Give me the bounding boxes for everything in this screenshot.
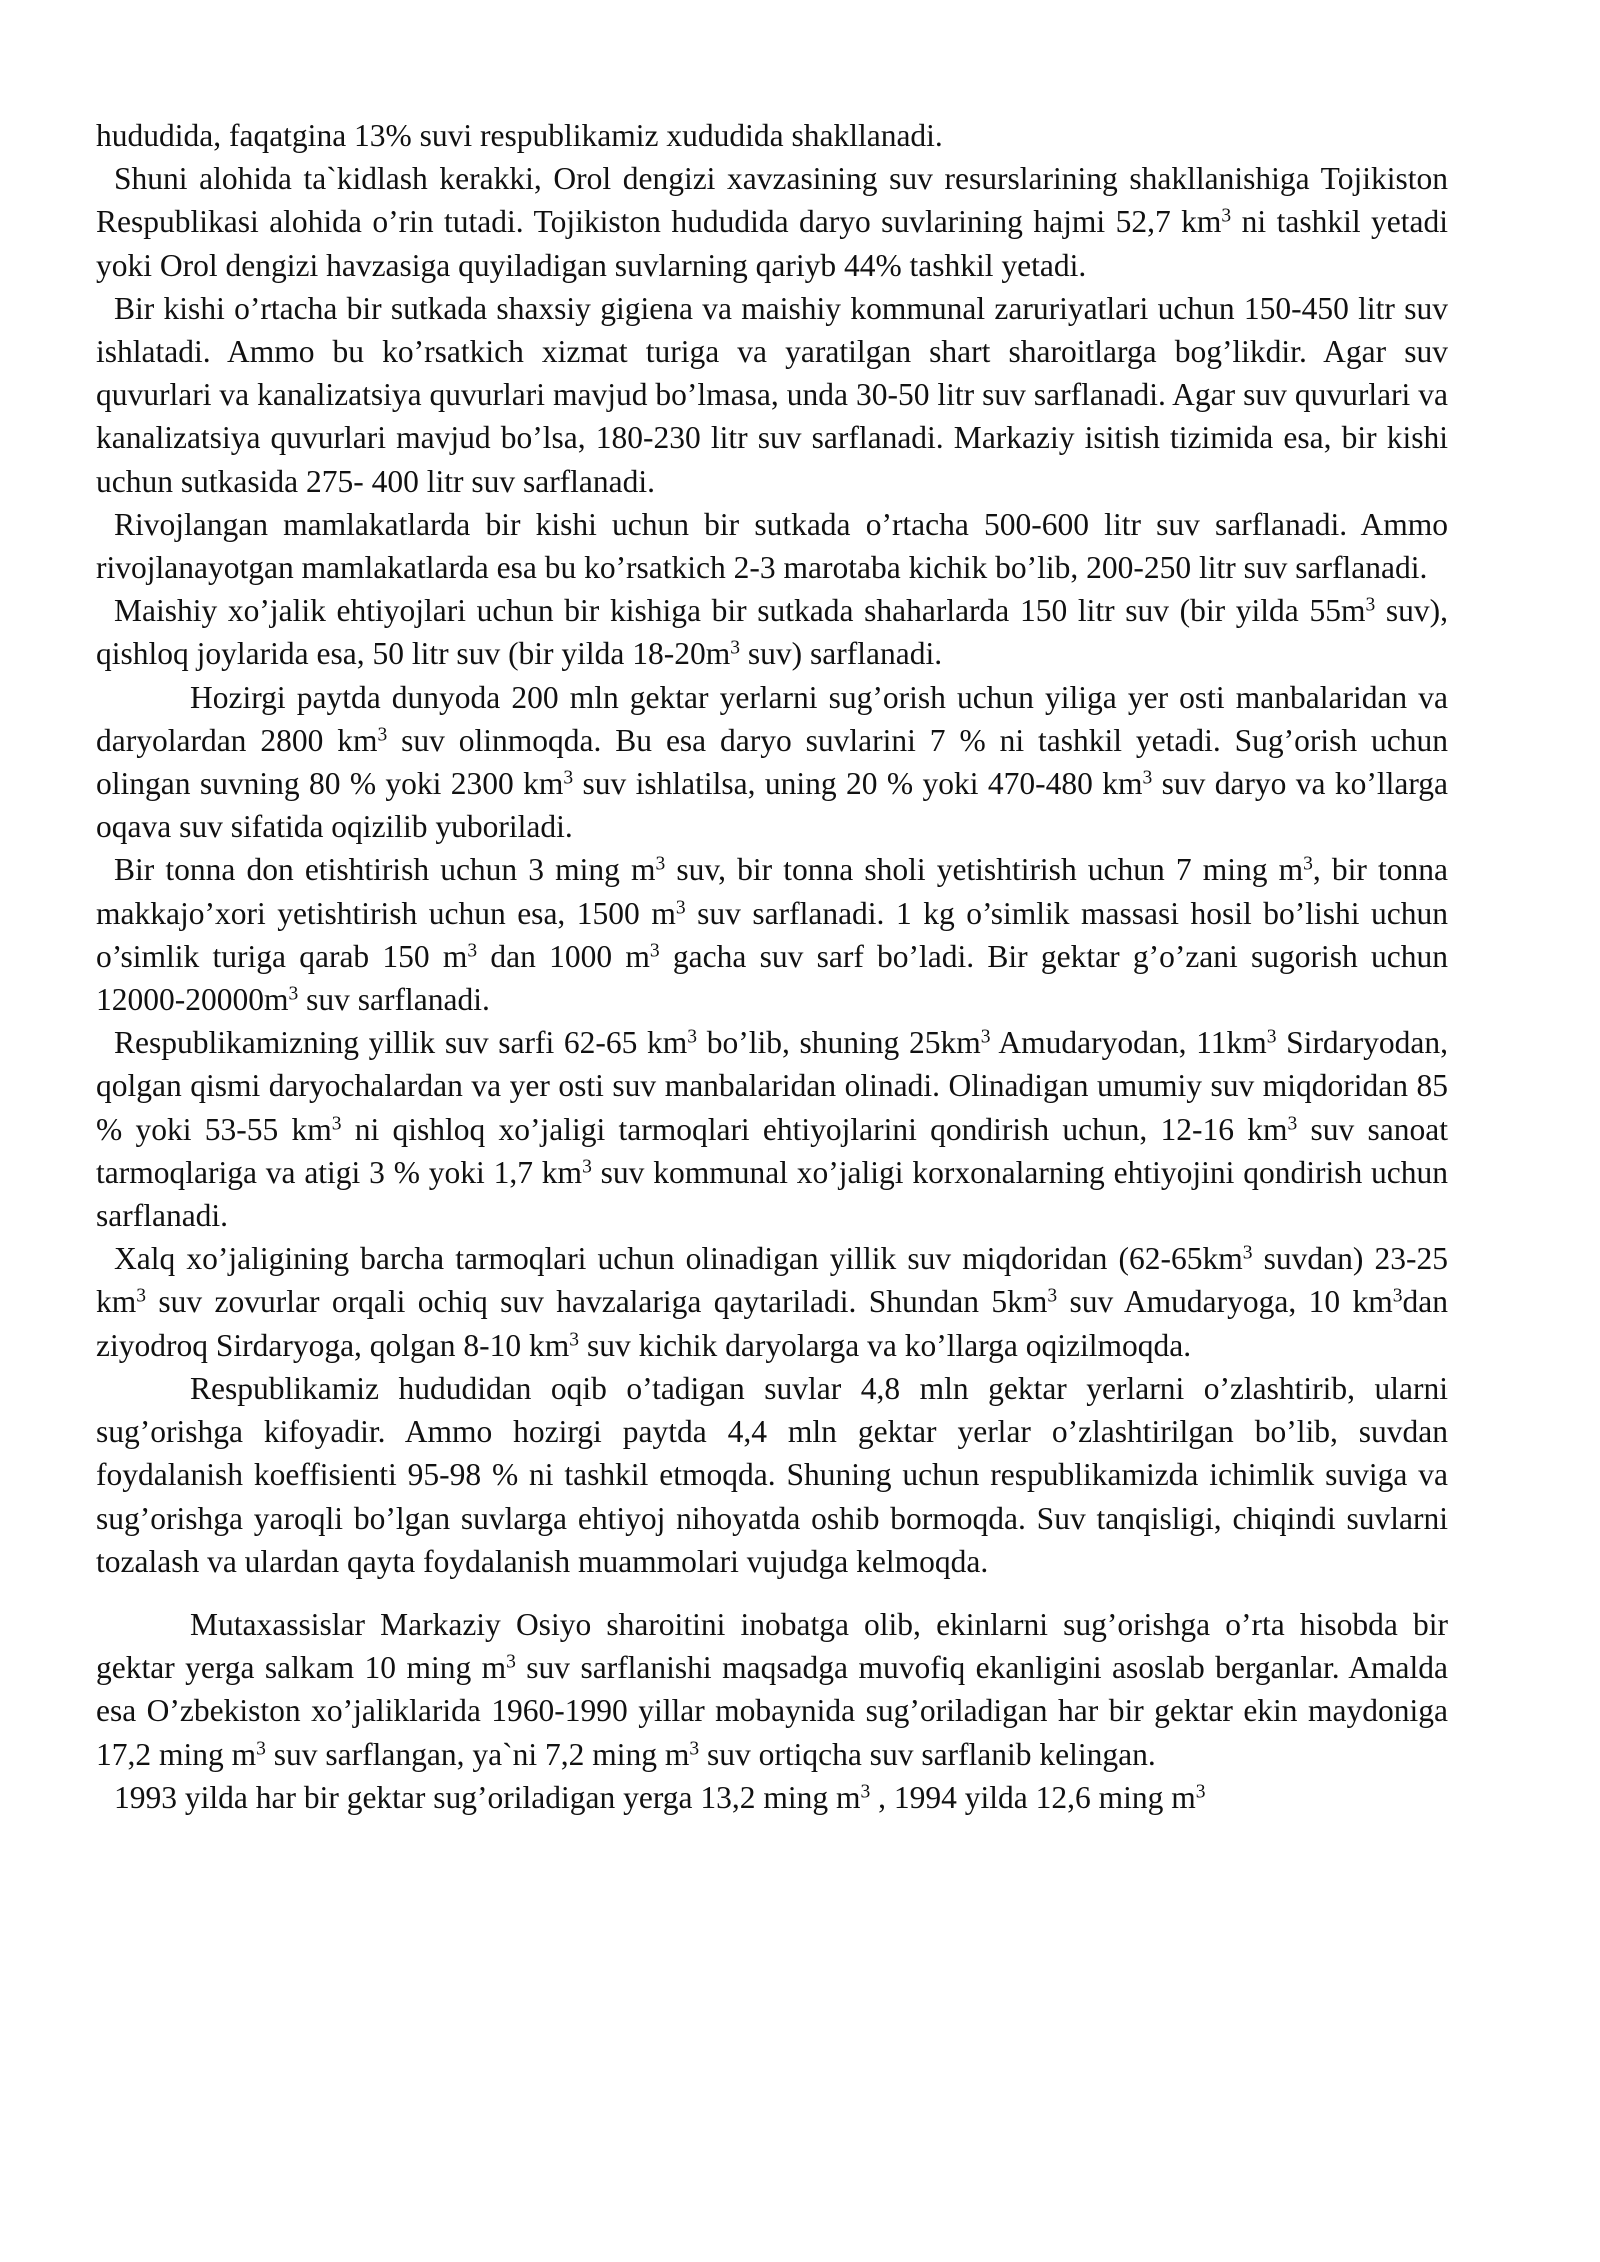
paragraph-8: Respublikamizning yillik suv sarfi 62-65 $km^3$ bo’lib, shuning $25km^3$ Amudaryodan, $11km^3$ Sirdaryodan, qolgan qismi daryochalardan va yer osti suv manbalaridan olinadi. Olinadigan umumiy suv miqdoridan 85 % yoki 53-55 $km^3$ ni qishloq xo’jaligi tarmoqlari ehtiyojlarini qondirish uchun, 12-16 $km^3$ suv sanoat tarmoqlariga va atigi 3 % yoki 1,7 $km^3$ suv kommunal xo’jaligi korxonalarning ehtiyojini qondirish uchun sarflanadi. — [96, 1025, 1449, 1234]
paragraph-5: Maishiy xo’jalik ehtiyojlari uchun bir kishiga bir sutkada shaharlarda 150 litr suv (bir yilda $55m^3$ suv), qishloq joylarida esa, 50 litr suv (bir yilda $18-20m^3$ suv) sarflanadi. — [96, 593, 1448, 672]
paragraph-12: 1993 yilda har bir gektar sug’oriladigan yerga 13,2 ming $m^3$ , 1994 yilda 12,6 ming $m^3$ — [114, 1779, 1206, 1815]
superscript-exponent: 3 — [506, 1651, 516, 1673]
paragraph-1: hududida, faqatgina 13% suvi respublikamiz xududida shakllanadi. — [96, 118, 943, 153]
superscript-exponent: 3 — [331, 1112, 342, 1134]
superscript-exponent: 3 — [649, 940, 660, 962]
paragraph-3: Bir kishi o’rtacha bir sutkada shaxsiy gigiena va maishiy kommunal zaruriyatlari uchun 150-450 litr suv ishlatadi. Ammo bu ko’rsatkich xizmat turiga va yaratilgan shart sharoitlarga bog’likdir. Agar suv quvurlari va kanalizatsiya quvurlari mavjud bo’lmasa, unda 30-50 litr suv sarflanadi. Agar suv quvurlari va kanalizatsiya quvurlari mavjud bo’lsa, 180-230 litr suv sarflanadi. Markaziy isitish tizimida esa, bir kishi uchun sutkasida 275- 400 litr suv sarflanadi. — [96, 290, 1448, 499]
superscript-exponent: 3 — [563, 767, 574, 789]
paragraph-9: Xalq xo’jaligining barcha tarmoqlari uchun olinadigan yillik suv miqdoridan ($62-65km^3$ suvdan) 23-25 $km^3$ suv zovurlar orqali ochiq suv havzalariga qaytariladi. Shundan $5km^3$ suv Amudaryoga, 10 $km^3dan$ ziyodroq Sirdaryoga, qolgan 8-10 $km^3$ suv kichik daryolarga va ko’llarga oqizilmoqda. — [96, 1241, 1448, 1363]
superscript-exponent: 3 — [1392, 1285, 1403, 1307]
superscript-exponent: 3 — [569, 1328, 580, 1350]
document-page — [96, 114, 1448, 1819]
superscript-exponent: 3 — [256, 1737, 266, 1759]
superscript-exponent: 3 — [1195, 1780, 1206, 1802]
superscript-exponent: 3 — [1287, 1112, 1298, 1134]
superscript-exponent: 3 — [467, 940, 478, 962]
superscript-exponent: 3 — [1142, 767, 1153, 789]
paragraph-2: Shuni alohida ta`kidlash kerakki, Orol dengizi xavzasining suv resurslarining shakllanishiga Tojikiston Respublikasi alohida o’rin tutadi. Tojikiston hududida daryo suvlarining hajmi 52,7 $km^3$ ni tashkil yetadi yoki Orol dengizi havzasiga quyiladigan suvlarning qariyb 44% tashkil yetadi. — [96, 161, 1449, 283]
superscript-exponent: 3 — [1221, 205, 1232, 227]
superscript-exponent: 3 — [582, 1156, 592, 1178]
paragraph-4: Rivojlangan mamlakatlarda bir kishi uchun bir sutkada o’rtacha 500-600 litr suv sarflanadi. Ammo rivojlanayotgan mamlakatlarda esa bu ko’rsatkich 2-3 marotaba kichik bo’lib, 200-250 litr suv sarflanadi. — [96, 506, 1448, 586]
superscript-exponent: 3 — [1266, 1026, 1277, 1048]
superscript-exponent: 3 — [1303, 853, 1313, 875]
superscript-exponent: 3 — [689, 1737, 700, 1759]
superscript-exponent: 3 — [655, 853, 666, 875]
superscript-exponent: 3 — [687, 1026, 698, 1048]
superscript-exponent: 3 — [980, 1026, 991, 1048]
superscript-exponent: 3 — [860, 1780, 871, 1802]
superscript-exponent: 3 — [1047, 1285, 1058, 1307]
paragraph-7: Bir tonna don etishtirish uchun 3 ming $m^3$ suv, bir tonna sholi yetishtirish uchun 7 ming $m^3$, bir tonna makkajo’xori yetishtirish uchun esa, 1500 $m^3$ suv sarflanadi. 1 kg o’simlik massasi hosil bo’lishi uchun o’simlik turiga qarab 150 $m^3$ dan 1000 $m^3$ gacha suv sarf bo’ladi. Bir gektar g’o’zani sugorish uchun $12000-20000m^3$ suv sarflanadi. — [96, 852, 1449, 1018]
superscript-exponent: 3 — [377, 724, 388, 746]
superscript-exponent: 3 — [136, 1285, 147, 1307]
paragraph-6: Hozirgi paytda dunyoda 200 mln gektar yerlarni sug’orish uchun yiliga yer osti manbalaridan va daryolardan 2800 $km^3$ suv olinmoqda. Bu esa daryo suvlarini 7 % ni tashkil yetadi. Sug’orish uchun olingan suvning 80 % yoki 2300 $km^3$ suv ishlatilsa, uning 20 % yoki 470-480 $km^3$ suv daryo va ko’llarga oqava suv sifatida oqizilib yuboriladi. — [96, 679, 1449, 845]
paragraph-11: Mutaxassislar Markaziy Osiyo sharoitini inobatga olib, ekinlarni sug’orishga o’rta hisobda bir gektar yerga salkam 10 ming $m^3$ suv sarflanishi maqsadga muvofiq ekanligini asoslab berganlar. Amalda esa O’zbekiston xo’jaliklarida 1960-1990 yillar mobaynida sug’oriladigan har bir gektar ekin maydoniga 17,2 ming $m^3$ suv sarflangan, ya`ni 7,2 ming $m^3$ suv ortiqcha suv sarflanib kelingan. — [96, 1606, 1448, 1772]
superscript-exponent: 3 — [1365, 594, 1376, 616]
superscript-exponent: 3 — [675, 896, 686, 918]
superscript-exponent: 3 — [1242, 1242, 1253, 1264]
paragraph-10: Respublikamiz hududidan oqib o’tadigan suvlar 4,8 mln gektar yerlarni o’zlashtirib, ularni sug’orishga kifoyadir. Ammo hozirgi paytda 4,4 mln gektar yerlar o’zlashtirilgan bo’lib, suvdan foydalanish koeffisienti 95-98 % ni tashkil etmoqda. Shuning uchun respublikamizda ichimlik suviga va sug’orishga yaroqli bo’lgan suvlarga ehtiyoj nihoyatda oshib bormoqda. Suv tanqisligi, chiqindi suvlarni tozalash va ulardan qayta foydalanish muammolari vujudga kelmoqda. — [96, 1370, 1448, 1579]
superscript-exponent: 3 — [288, 983, 299, 1005]
superscript-exponent: 3 — [730, 637, 741, 659]
